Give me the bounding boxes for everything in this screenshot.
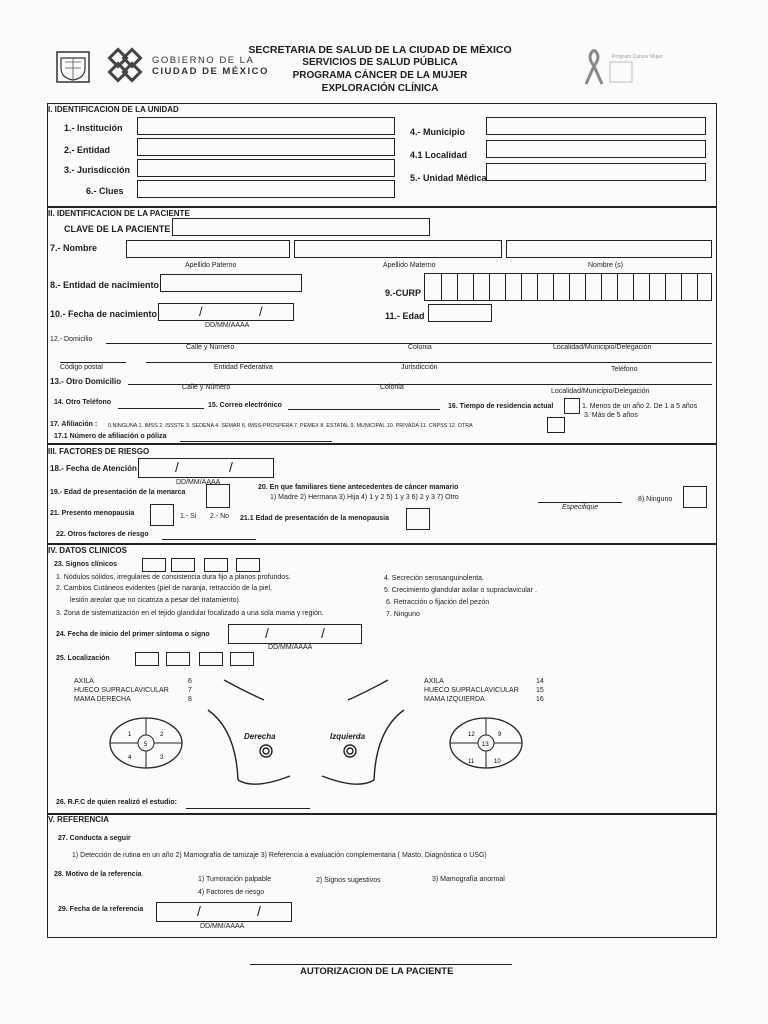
label-entidad-nacimiento: 8.- Entidad de nacimiento (50, 280, 160, 290)
cdmx-shield-logo (55, 50, 91, 84)
label-mama-izquierda: MAMA IZQUIERDA (424, 696, 485, 703)
mama-izquierda-cuadrantes[interactable] (448, 716, 524, 770)
label-telefono: Teléfono (611, 366, 638, 373)
section-5-heading: V. REFERENCIA (48, 815, 110, 824)
num-16: 16 (536, 696, 544, 703)
edad-field[interactable] (428, 304, 492, 322)
signo-box-3[interactable] (204, 558, 228, 572)
afiliacion-opciones: 0.NINGUNA 1. IMSS 2. ISSSTE 3. SEDENA 4. SEMAR 6. IMSS-PROSPERA 7. PEMEX 8. ESTATAL 9. MUNICIPAL 10. PRIVADA 11. CNPSS 12. OTRA (108, 423, 473, 429)
motivo-3: 3) Mamografía anormal (432, 876, 505, 883)
cuadrante-13: 13 (482, 742, 489, 748)
apellido-materno-field[interactable] (294, 240, 502, 258)
label-izquierda: Izquierda (330, 732, 366, 741)
label-ddmm-nac: DD/MM/AAAA (205, 322, 250, 329)
right-nipple (260, 745, 272, 757)
label-derecha: Derecha (244, 732, 276, 741)
nombres-field[interactable] (506, 240, 712, 258)
num-15: 15 (536, 687, 544, 694)
label-edad: 11.- Edad (385, 311, 425, 321)
label-jurisdiccion: 3.- Jurisdicción (64, 165, 131, 175)
label-otro-domicilio: 13.- Otro Domicilio (50, 377, 122, 386)
signo-box-2[interactable] (171, 558, 195, 572)
label-localidad-mun: Localidad/Municipio/Delegación (553, 344, 652, 351)
section-3-heading: III. FACTORES DE RIESGO (48, 447, 150, 456)
label-correo: 15. Correo electrónico (208, 402, 282, 409)
motivo-1: 1) Tumoración palpable (198, 876, 272, 883)
num-14: 14 (536, 678, 544, 685)
apellido-paterno-field[interactable] (126, 240, 290, 258)
cuadrante-4: 4 (128, 755, 132, 761)
label-clave: CLAVE DE LA PACIENTE (64, 224, 171, 234)
label-menopausia: 21. Presento menopausia (50, 510, 135, 517)
label-si: 1.- Si (180, 513, 197, 520)
label-localidad: 4.1 Localidad (410, 150, 468, 160)
num-8: 8 (188, 696, 192, 703)
label-num-afiliacion: 17.1 Número de afiliación o póliza (54, 433, 167, 440)
label-apellido-paterno: Apellido Paterno (185, 262, 237, 269)
left-nipple (344, 745, 356, 757)
fecha-referencia-field[interactable]: / / (156, 902, 292, 922)
right-shoulder-line (348, 680, 388, 700)
edad-menopausia-box[interactable] (406, 508, 430, 530)
motivo-4: 4) Factores de riesgo (198, 889, 265, 896)
signo-box-4[interactable] (236, 558, 260, 572)
menarca-box[interactable] (206, 484, 230, 508)
label-hueco-izq: HUECO SUPRACLAVICULAR (424, 687, 519, 694)
clave-field[interactable] (172, 218, 430, 236)
section-2-heading: II. IDENTIFICACION DE LA PACIENTE (48, 209, 190, 218)
left-breast-curve (322, 776, 374, 784)
num-7: 7 (188, 687, 192, 694)
title-exploracion: EXPLORACIÓN CLÍNICA (321, 83, 439, 94)
label-localizacion: 25. Localización (56, 655, 110, 662)
signo-3: 3. Zona de sistematización en el tejido glandular focalizado a una sola mama y región. (56, 610, 324, 617)
localizacion-box-2[interactable] (166, 652, 190, 666)
cdmx-knot-logo (104, 44, 146, 88)
label-calle: Calle y Número (186, 344, 235, 351)
label-conducta: 27. Conducta a seguir (58, 835, 131, 842)
jurisdiccion-field[interactable] (137, 159, 395, 177)
section-4-heading: IV. DATOS CLINICOS (48, 546, 127, 555)
unidad-medica-field[interactable] (486, 163, 706, 181)
label-edad-menopausia: 21.1 Edad de presentación de la menopausia (240, 515, 389, 522)
clues-field[interactable] (137, 180, 395, 198)
label-afiliacion: 17. Afiliación : (50, 421, 98, 428)
tiempo-residencia-box[interactable] (564, 398, 580, 414)
label-fecha-atencion: 18.- Fecha de Atención (50, 464, 137, 473)
label-hueco-der: HUECO SUPRACLAVICULAR (74, 687, 169, 694)
fecha-nacimiento-field[interactable]: / / (158, 303, 294, 321)
signo-5: 5. Crecimiento glandular axilar o supraclavicular . (384, 587, 537, 594)
cuadrante-5: 5 (144, 742, 148, 748)
label-ninguno: 8) Ninguno (638, 496, 673, 503)
localizacion-box-4[interactable] (230, 652, 254, 666)
label-institucion: 1.- Institución (64, 123, 123, 133)
label-tiempo-residencia: 16. Tiempo de residencia actual (448, 403, 554, 410)
label-ddmm-referencia: DD/MM/AAAA (200, 923, 245, 930)
label-ddmm-sintoma: DD/MM/AAAA (268, 644, 313, 651)
localidad-field[interactable] (486, 140, 706, 158)
title-programa: PROGRAMA CÁNCER DE LA MUJER (292, 70, 468, 81)
torso-diagram (196, 668, 416, 798)
label-clues: 6.- Clues (86, 186, 124, 196)
menopausia-box[interactable] (150, 504, 174, 526)
autorizacion-paciente: AUTORIZACION DE LA PACIENTE (300, 966, 454, 977)
label-jurisdiccion-dom: Jurisdicción (401, 364, 438, 371)
section-referencia (47, 814, 717, 938)
label-apellido-materno: Apellido Materno (383, 262, 436, 269)
mama-derecha-cuadrantes[interactable] (108, 716, 184, 770)
cuadrante-10: 10 (494, 759, 501, 765)
signo-4: 4. Secreción serosanguinolenta. (384, 575, 485, 582)
signo-box-1[interactable] (142, 558, 166, 572)
label-entidad-federativa: Entidad Federativa (214, 364, 273, 371)
label-codigo-postal: Código postal (60, 364, 103, 371)
tiempo-op-1: 1. Menos de un año 2. De 1 a 5 años (582, 403, 698, 410)
label-especifique: Especifique (562, 504, 599, 511)
ribbon-text: Program Cancer Mujer (612, 54, 663, 60)
label-domicilio: 12.- Domicilio (50, 336, 93, 343)
label-colonia: Colonia (408, 344, 432, 351)
label-mama-derecha: MAMA DERECHA (74, 696, 131, 703)
label-fecha-nacimiento: 10.- Fecha de nacimiento (50, 309, 158, 319)
label-no: 2.- No (210, 513, 230, 520)
curp-field[interactable] (424, 273, 712, 301)
ribbon-icon (580, 46, 663, 88)
section-1-heading: I. IDENTIFICACION DE LA UNIDAD (48, 105, 179, 114)
label-ddmm-atencion: DD/MM/AAAA (176, 479, 221, 486)
localizacion-box-3[interactable] (199, 652, 223, 666)
institucion-field[interactable] (137, 117, 395, 135)
label-axila-izq: AXILA (424, 678, 444, 685)
signo-2: 2. Cambios Cutáneos evidentes (piel de naranja, retracción de la piel, (56, 585, 272, 592)
cuadrante-2: 2 (160, 732, 164, 738)
title-secretaria: SECRETARIA DE SALUD DE LA CIUDAD DE MÉXICO (248, 44, 512, 56)
tiempo-op-2: 3. Más de 5 años (584, 412, 638, 419)
cuadrante-12: 12 (468, 732, 475, 738)
label-colonia-2: Colonia (380, 384, 404, 391)
label-municipio: 4.- Municipio (410, 127, 465, 137)
municipio-field[interactable] (486, 117, 706, 135)
shield-icon (55, 50, 91, 84)
left-torso-edge (374, 710, 404, 780)
label-menarca: 19.- Edad de presentación de la menarca (50, 489, 186, 496)
conducta-opciones: 1) Detección de rutina en un año 2) Mamografía de tamizaje 3) Referencia a evaluación complementaria ( Masto, Diagnóstica o USG) (72, 852, 487, 859)
cuadrante-11: 11 (468, 759, 475, 765)
signo-6: 6. Retracción o fijación del pezón (386, 599, 490, 606)
title-servicios: SERVICIOS DE SALUD PÚBLICA (302, 57, 458, 68)
motivo-2: 2) Signos sugestivos (316, 877, 381, 884)
label-fecha-referencia: 29. Fecha de la referencia (58, 906, 144, 913)
cuadrante-1: 1 (128, 732, 132, 738)
signo-1: 1. Nódulos sólidos, irregulares de consistencia dura fijo a planos profundos. (56, 574, 291, 581)
pink-ribbon-logo (580, 46, 663, 88)
signo-7: 7. Ninguno (386, 611, 420, 618)
label-otros-factores: 22. Otros factores de riesgo (56, 531, 149, 538)
label-entidad: 2.- Entidad (64, 145, 111, 155)
antecedentes-box[interactable] (683, 486, 707, 508)
label-axila-der: AXILA (74, 678, 94, 685)
signo-2b: lesión areolar que no cicatriza a pesar del tratamiento). (70, 597, 241, 604)
label-motivo: 28. Motivo de la referencia (54, 871, 142, 878)
label-rfc: 26. R.F.C de quien realizó el estudio: (56, 799, 177, 806)
entidad-field[interactable] (137, 138, 395, 156)
entidad-nacimiento-field[interactable] (160, 274, 302, 292)
label-fecha-sintoma: 24. Fecha de inicio del primer síntoma o signo (56, 631, 210, 638)
gov-line-1: GOBIERNO DE LA (152, 55, 255, 66)
label-calle-2: Calle y Número (182, 384, 231, 391)
cuadrante-3: 3 (160, 755, 164, 761)
right-breast-curve (238, 776, 290, 784)
label-localidad-mun-2: Localidad/Municipio/Delegación (551, 388, 650, 395)
fecha-sintoma-field[interactable]: / / (228, 624, 362, 644)
label-otro-telefono: 14. Otro Teléfono (54, 399, 112, 406)
label-nombre: 7.- Nombre (50, 243, 98, 253)
knot-icon (104, 44, 146, 88)
left-shoulder-line (224, 680, 264, 700)
num-6: 6 (188, 678, 192, 685)
label-curp: 9.-CURP (385, 288, 422, 298)
gov-line-2: CIUDAD DE MÉXICO (152, 66, 269, 77)
label-antecedentes: 20. En que familiares tiene antecedentes de cáncer mamario (258, 484, 459, 491)
label-nombres: Nombre (s) (588, 262, 624, 269)
label-unidad-medica: 5.- Unidad Médica (410, 173, 487, 183)
cuadrante-9: 9 (498, 732, 502, 738)
label-signos-clinicos: 23. Signos clínicos (54, 561, 118, 568)
fecha-atencion-field[interactable]: / / (138, 458, 274, 478)
antecedentes-opciones: 1) Madre 2) Hermana 3) Hija 4) 1 y 2 5) 1 y 3 6) 2 y 3 7) Otro (270, 494, 459, 501)
right-torso-edge (208, 710, 238, 780)
afiliacion-box[interactable] (547, 417, 565, 433)
localizacion-box-1[interactable] (135, 652, 159, 666)
